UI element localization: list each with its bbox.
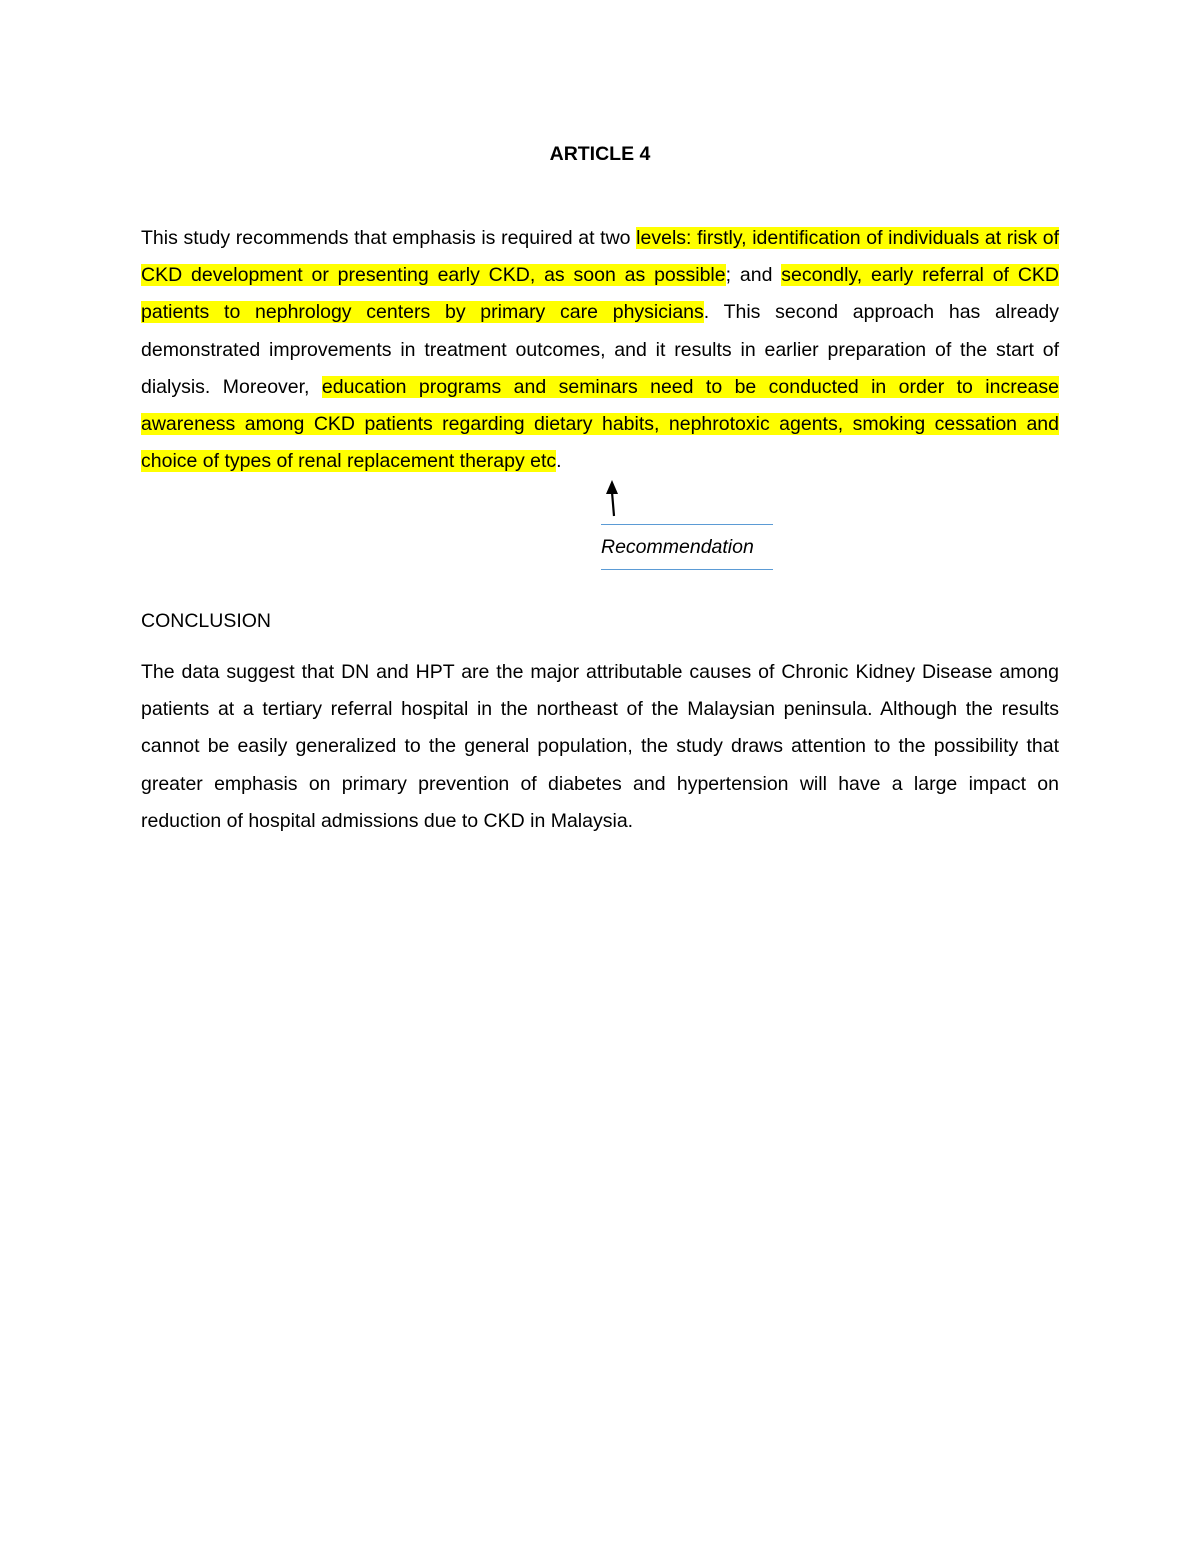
paragraph-text: This study recommends that emphasis is required at two bbox=[141, 227, 637, 249]
paragraph-text: . bbox=[556, 450, 562, 473]
article-title: ARTICLE 4 bbox=[549, 143, 651, 165]
recommendation-label: Recommendation bbox=[601, 536, 754, 558]
conclusion-paragraph: The data suggest that DN and HPT are the major attributable causes of Chronic Kidney Disease among patients at a tertiary referral hospital in the northeast of the Malaysian peninsula. Although the results cannot be easily generalized to the general population, the study draws attention to the possibility that greater emphasis on primary prevention of diabetes and hypertension will have a large impact on reduction of hospital admissions due to CKD in Malaysia. bbox=[141, 661, 1059, 832]
recommendation-callout bbox=[601, 524, 773, 570]
paragraph-text: . This second approach has already demonstrated improvements in treatment outcomes, and it results in earlier preparation of the start of dialysis. Moreover, bbox=[141, 301, 1059, 398]
paragraph-text: ; and bbox=[725, 264, 782, 287]
highlighted-text: levels: firstly, identification of individuals at risk of CKD development or presenting early CKD, as soon as possible bbox=[141, 227, 1059, 287]
up-arrow-icon bbox=[602, 478, 626, 520]
highlighted-text: secondly, early referral of CKD patients to nephrology centers by primary care physicians bbox=[141, 264, 1059, 324]
highlighted-text: education programs and seminars need to be conducted in order to increase awareness among CKD patients regarding dietary habits, nephrotoxic agents, smoking cessation and choice of types of renal replacement therapy etc bbox=[141, 375, 1059, 473]
recommendation-paragraph bbox=[141, 220, 1059, 480]
conclusion-heading: CONCLUSION bbox=[141, 610, 272, 632]
